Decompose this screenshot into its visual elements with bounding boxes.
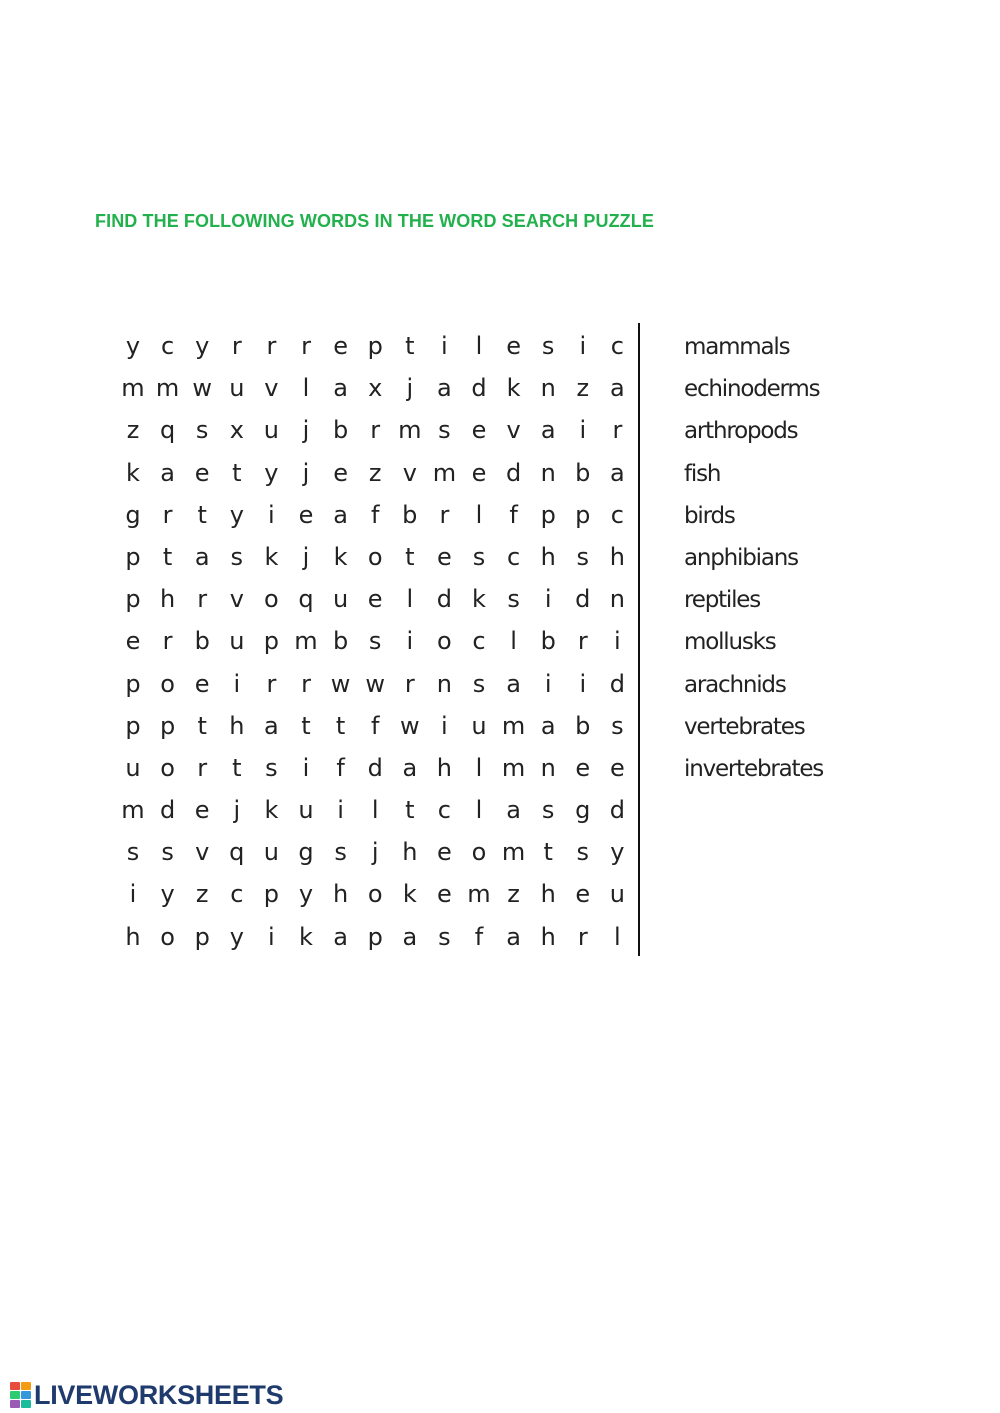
grid-letter[interactable]: e — [437, 838, 452, 867]
grid-letter[interactable]: t — [162, 542, 173, 571]
grid-letter[interactable]: c — [230, 880, 244, 909]
grid-letter[interactable]: s — [472, 542, 486, 571]
grid-letter[interactable]: s — [507, 585, 520, 614]
grid-letter[interactable]: a — [402, 922, 418, 951]
grid-letter[interactable]: a — [194, 542, 210, 571]
grid-letter[interactable]: h — [540, 880, 556, 909]
grid-letter[interactable]: t — [232, 753, 242, 782]
grid-letter[interactable]: o — [160, 922, 175, 951]
grid-letter[interactable]: m — [467, 880, 491, 909]
grid-letter[interactable]: y — [195, 332, 210, 360]
grid-letter[interactable]: d — [367, 753, 383, 782]
grid-letter[interactable]: f — [509, 500, 518, 529]
grid-letter[interactable]: u — [263, 838, 279, 867]
grid-letter[interactable]: e — [575, 753, 591, 782]
grid-letter[interactable]: p — [263, 627, 279, 656]
grid-letter[interactable]: o — [367, 542, 383, 571]
grid-letter[interactable]: f — [370, 711, 380, 740]
grid-row — [116, 705, 624, 747]
grid-letter[interactable]: x — [368, 374, 383, 403]
word-list-item: echinoderms — [684, 376, 820, 403]
grid-letter[interactable]: e — [333, 332, 348, 360]
grid-letter[interactable]: e — [194, 796, 210, 825]
grid-letter[interactable]: h — [540, 922, 556, 951]
grid-letter[interactable]: h — [540, 542, 556, 571]
grid-letter[interactable]: c — [160, 332, 175, 360]
grid-row — [116, 747, 625, 789]
grid-letter[interactable]: l — [614, 922, 621, 951]
grid-letter[interactable]: o — [160, 753, 175, 782]
grid-letter[interactable]: a — [333, 500, 348, 529]
grid-letter[interactable]: a — [333, 374, 348, 403]
grid-letter[interactable]: s — [472, 669, 486, 698]
grid-letter[interactable]: d — [575, 585, 591, 614]
grid-letter[interactable]: v — [195, 838, 210, 867]
grid-letter[interactable]: m — [432, 458, 457, 487]
grid-letter[interactable]: s — [230, 542, 244, 571]
grid-letter[interactable]: c — [472, 627, 486, 656]
grid-letter[interactable]: c — [610, 500, 624, 529]
grid-letter[interactable]: w — [330, 669, 351, 698]
liveworksheets-logo-icon — [10, 1382, 32, 1408]
grid-letter[interactable]: h — [332, 880, 349, 909]
grid-letter[interactable]: u — [471, 711, 487, 740]
grid-letter[interactable]: a — [540, 711, 556, 740]
grid-letter[interactable]: a — [506, 669, 521, 698]
grid-row — [116, 494, 624, 536]
grid-row — [116, 367, 625, 409]
grid-letter[interactable]: b — [402, 500, 418, 529]
grid-letter[interactable]: j — [233, 796, 241, 825]
grid-letter[interactable]: s — [265, 753, 278, 782]
grid-letter[interactable]: t — [405, 542, 415, 571]
grid-letter[interactable]: r — [162, 627, 173, 656]
grid-letter[interactable]: e — [298, 500, 314, 529]
grid-letter[interactable]: o — [160, 669, 175, 698]
grid-letter[interactable]: b — [332, 627, 349, 656]
grid-letter[interactable]: d — [436, 585, 452, 614]
grid-letter[interactable]: r — [266, 669, 277, 698]
grid-letter[interactable]: r — [197, 753, 208, 782]
word-search-grid — [116, 325, 625, 958]
grid-letter[interactable]: m — [294, 627, 318, 656]
grid-letter[interactable]: r — [266, 332, 277, 360]
grid-letter[interactable]: l — [371, 796, 379, 825]
grid-letter[interactable]: m — [155, 374, 180, 403]
grid-letter[interactable]: k — [126, 458, 140, 487]
grid-letter[interactable]: f — [474, 922, 484, 951]
grid-letter[interactable]: h — [125, 922, 141, 951]
grid-letter[interactable]: q — [229, 838, 245, 867]
grid-letter[interactable]: v — [506, 416, 521, 445]
grid-letter[interactable]: k — [299, 922, 313, 951]
grid-letter[interactable]: t — [405, 332, 415, 360]
grid-letter[interactable]: u — [609, 880, 625, 909]
word-list-item: birds — [684, 502, 735, 529]
grid-letter[interactable]: z — [507, 880, 520, 909]
grid-letter[interactable]: t — [197, 500, 207, 529]
grid-row — [116, 325, 624, 367]
grid-letter[interactable]: b — [194, 627, 210, 656]
grid-letter[interactable]: a — [610, 374, 625, 403]
grid-letter[interactable]: u — [298, 796, 314, 825]
grid-letter[interactable]: e — [367, 585, 383, 614]
grid-letter[interactable]: k — [472, 585, 486, 614]
grid-letter[interactable]: p — [367, 922, 383, 951]
grid-letter[interactable]: a — [437, 374, 452, 403]
grid-letter[interactable]: k — [333, 542, 348, 571]
grid-letter[interactable]: i — [441, 332, 448, 360]
grid-letter[interactable]: v — [264, 374, 279, 403]
grid-letter[interactable]: b — [575, 711, 591, 740]
brand-name: LIVEWORKSHEETS — [34, 1379, 284, 1410]
grid-letter[interactable]: m — [121, 796, 145, 825]
grid-letter[interactable]: s — [161, 838, 174, 867]
word-list-item: anphibians — [684, 544, 798, 571]
grid-letter[interactable]: j — [371, 838, 379, 867]
grid-letter[interactable]: l — [475, 332, 483, 360]
grid-letter[interactable]: k — [506, 374, 521, 403]
grid-letter[interactable]: l — [475, 753, 483, 782]
grid-letter[interactable]: r — [439, 500, 450, 529]
grid-letter[interactable]: z — [126, 416, 140, 445]
grid-letter[interactable]: q — [159, 416, 176, 445]
word-list-item: reptiles — [684, 587, 761, 614]
grid-letter[interactable]: a — [264, 711, 279, 740]
grid-letter[interactable]: s — [576, 542, 590, 571]
grid-letter[interactable]: p — [575, 500, 591, 529]
grid-letter[interactable]: r — [577, 922, 588, 951]
grid-letter[interactable]: t — [543, 838, 553, 867]
grid-letter[interactable]: h — [402, 838, 418, 867]
grid-letter[interactable]: v — [402, 458, 417, 487]
grid-letter[interactable]: j — [302, 416, 310, 445]
grid-row — [116, 620, 621, 662]
grid-letter[interactable]: p — [125, 585, 141, 614]
grid-letter[interactable]: j — [302, 542, 310, 571]
grid-letter[interactable]: w — [192, 374, 212, 403]
grid-row — [116, 916, 621, 958]
grid-letter[interactable]: u — [263, 416, 279, 445]
grid-letter[interactable]: g — [575, 796, 591, 825]
grid-divider — [638, 323, 640, 956]
grid-letter[interactable]: i — [579, 669, 587, 698]
grid-letter[interactable]: v — [229, 585, 244, 614]
grid-letter[interactable]: i — [579, 416, 587, 445]
grid-letter[interactable]: a — [540, 416, 556, 445]
grid-letter[interactable]: p — [159, 711, 176, 740]
grid-letter[interactable]: t — [335, 711, 346, 740]
grid-letter[interactable]: h — [159, 585, 176, 614]
grid-letter[interactable]: p — [540, 500, 556, 529]
grid-letter[interactable]: p — [263, 880, 279, 909]
grid-letter[interactable]: z — [195, 880, 209, 909]
grid-letter[interactable]: s — [541, 796, 555, 825]
grid-letter[interactable]: m — [501, 711, 526, 740]
grid-letter[interactable]: h — [229, 711, 245, 740]
grid-row — [116, 578, 625, 620]
grid-row — [116, 873, 625, 915]
grid-letter[interactable]: a — [506, 796, 521, 825]
grid-letter[interactable]: a — [333, 922, 348, 951]
grid-letter[interactable]: t — [232, 458, 242, 487]
grid-letter[interactable]: c — [437, 796, 451, 825]
grid-letter[interactable]: o — [367, 880, 383, 909]
grid-letter[interactable]: b — [332, 416, 349, 445]
grid-letter[interactable]: i — [441, 711, 448, 740]
grid-letter[interactable]: s — [368, 627, 382, 656]
grid-letter[interactable]: e — [437, 880, 452, 909]
grid-letter[interactable]: t — [197, 711, 207, 740]
grid-letter[interactable]: u — [229, 627, 245, 656]
grid-letter[interactable]: s — [195, 416, 209, 445]
grid-letter[interactable]: d — [159, 796, 176, 825]
grid-letter[interactable]: l — [406, 585, 414, 614]
grid-letter[interactable]: y — [160, 880, 175, 909]
grid-letter[interactable]: x — [229, 416, 244, 445]
grid-letter[interactable]: m — [501, 753, 526, 782]
grid-letter[interactable]: e — [125, 627, 141, 656]
grid-letter[interactable]: z — [576, 374, 590, 403]
grid-letter[interactable]: y — [264, 458, 279, 487]
grid-letter[interactable]: a — [506, 922, 521, 951]
grid-letter[interactable]: i — [268, 500, 275, 529]
grid-letter[interactable]: k — [402, 880, 417, 909]
grid-letter[interactable]: j — [302, 458, 310, 487]
word-list-item: fish — [684, 460, 721, 487]
grid-letter[interactable]: o — [437, 627, 452, 656]
grid-letter[interactable]: l — [475, 500, 483, 529]
grid-letter[interactable]: y — [125, 332, 141, 360]
word-list-item: mammals — [684, 334, 790, 360]
grid-letter[interactable]: i — [302, 753, 310, 782]
grid-letter[interactable]: p — [125, 542, 141, 571]
grid-letter[interactable]: f — [370, 500, 380, 529]
grid-letter[interactable]: s — [438, 416, 451, 445]
grid-letter[interactable]: h — [436, 753, 452, 782]
grid-letter[interactable]: s — [334, 838, 347, 867]
grid-letter[interactable]: g — [125, 500, 141, 529]
grid-letter[interactable]: e — [194, 458, 210, 487]
word-list-item: invertebrates — [684, 755, 824, 782]
grid-letter[interactable]: l — [475, 796, 483, 825]
grid-letter[interactable]: k — [264, 542, 279, 571]
grid-letter[interactable]: z — [368, 458, 382, 487]
grid-letter[interactable]: s — [611, 711, 624, 740]
grid-letter[interactable]: g — [298, 838, 314, 867]
puzzle-instruction: FIND THE FOLLOWING WORDS IN THE WORD SEARCH PUZZLE — [95, 211, 654, 231]
grid-letter[interactable]: a — [160, 458, 175, 487]
brand-footer — [10, 1380, 283, 1410]
grid-letter[interactable]: u — [229, 374, 245, 403]
grid-letter[interactable]: j — [406, 374, 414, 403]
grid-row — [116, 789, 625, 831]
grid-letter[interactable]: r — [577, 627, 588, 656]
grid-letter[interactable]: m — [501, 838, 526, 867]
grid-letter[interactable]: w — [365, 669, 385, 698]
grid-letter[interactable]: e — [471, 416, 487, 445]
grid-letter[interactable]: i — [233, 669, 241, 698]
word-list-item: arachnids — [684, 671, 786, 698]
grid-letter[interactable]: t — [405, 796, 415, 825]
grid-letter[interactable]: i — [544, 669, 552, 698]
grid-letter[interactable]: i — [579, 332, 587, 360]
grid-letter[interactable]: r — [162, 500, 173, 529]
grid-letter[interactable]: r — [231, 332, 242, 360]
grid-letter[interactable]: m — [398, 416, 422, 445]
grid-letter[interactable]: n — [540, 753, 556, 782]
grid-letter[interactable]: i — [614, 627, 621, 656]
grid-letter[interactable]: a — [610, 458, 625, 487]
grid-letter[interactable]: s — [438, 922, 451, 951]
grid-row — [116, 663, 625, 705]
grid-letter[interactable]: w — [399, 711, 420, 740]
grid-letter[interactable]: p — [125, 711, 141, 740]
grid-letter[interactable]: n — [540, 458, 556, 487]
grid-letter[interactable]: s — [126, 838, 140, 867]
grid-letter[interactable]: r — [612, 416, 623, 445]
grid-letter[interactable]: y — [610, 838, 625, 867]
word-list-item: mollusks — [684, 629, 776, 656]
word-list-item: arthropods — [684, 418, 798, 445]
grid-letter[interactable]: s — [576, 838, 590, 867]
grid-letter[interactable]: e — [506, 332, 521, 360]
grid-letter[interactable]: t — [301, 711, 311, 740]
grid-letter[interactable]: d — [609, 796, 625, 825]
grid-letter[interactable]: r — [370, 416, 381, 445]
grid-letter[interactable]: k — [264, 796, 279, 825]
grid-letter[interactable]: e — [333, 458, 348, 487]
grid-letter[interactable]: o — [264, 585, 279, 614]
word-list — [684, 326, 823, 790]
grid-letter[interactable]: o — [471, 838, 487, 867]
grid-letter[interactable]: h — [609, 542, 625, 571]
grid-letter[interactable]: p — [194, 922, 210, 951]
grid-row — [116, 831, 625, 873]
grid-letter[interactable]: y — [298, 880, 314, 909]
grid-letter[interactable]: l — [302, 374, 310, 403]
grid-letter[interactable]: r — [301, 332, 311, 360]
grid-letter[interactable]: a — [402, 753, 418, 782]
grid-letter[interactable]: n — [540, 374, 556, 403]
grid-letter[interactable]: i — [129, 880, 137, 909]
grid-letter[interactable]: d — [505, 458, 522, 487]
grid-letter[interactable]: e — [437, 542, 452, 571]
word-list-item: vertebrates — [684, 713, 805, 740]
grid-letter[interactable]: f — [336, 753, 345, 782]
grid-letter[interactable]: p — [367, 332, 383, 360]
grid-letter[interactable]: m — [121, 374, 145, 403]
grid-letter[interactable]: e — [194, 669, 210, 698]
grid-letter[interactable]: b — [575, 458, 591, 487]
grid-letter[interactable]: s — [541, 332, 555, 360]
grid-row — [116, 536, 625, 578]
grid-letter[interactable]: u — [332, 585, 349, 614]
grid-letter[interactable]: i — [268, 922, 275, 951]
grid-letter[interactable]: q — [298, 585, 314, 614]
grid-letter[interactable]: i — [337, 796, 344, 825]
grid-letter[interactable]: e — [610, 753, 625, 782]
grid-letter[interactable]: r — [404, 669, 415, 698]
grid-letter[interactable]: r — [301, 669, 311, 698]
grid-letter[interactable]: e — [575, 880, 591, 909]
grid-letter[interactable]: p — [125, 669, 141, 698]
grid-row — [116, 409, 623, 451]
grid-letter[interactable]: n — [436, 669, 452, 698]
grid-letter[interactable]: y — [229, 500, 244, 529]
grid-row — [116, 452, 625, 494]
grid-letter[interactable]: n — [609, 585, 625, 614]
grid-letter[interactable]: c — [610, 332, 624, 360]
grid-letter[interactable]: d — [609, 669, 625, 698]
grid-letter[interactable]: e — [471, 458, 487, 487]
grid-letter[interactable]: c — [506, 542, 521, 571]
grid-letter[interactable]: b — [540, 627, 556, 656]
grid-letter[interactable]: d — [471, 374, 487, 403]
grid-letter[interactable]: l — [510, 627, 517, 656]
grid-letter[interactable]: y — [229, 922, 244, 951]
grid-letter[interactable]: i — [406, 627, 414, 656]
grid-letter[interactable]: r — [197, 585, 208, 614]
grid-letter[interactable]: i — [544, 585, 552, 614]
grid-letter[interactable]: u — [125, 753, 141, 782]
